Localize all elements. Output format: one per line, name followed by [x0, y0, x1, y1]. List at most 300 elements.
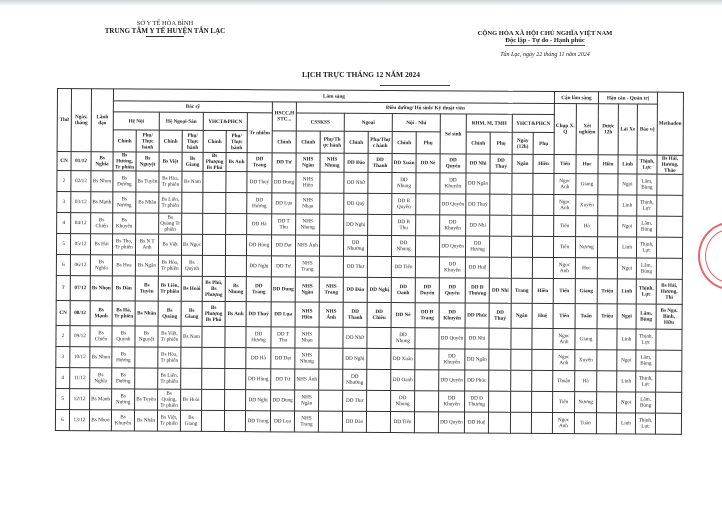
table-cell: DD Trang	[245, 411, 270, 432]
table-cell: DD Huệ	[465, 257, 489, 278]
table-cell: Linh	[617, 371, 636, 392]
table-cell: DD Tiến	[390, 412, 414, 433]
table-cell	[319, 327, 343, 348]
table-cell: DD Thuý	[489, 303, 511, 328]
table-cell	[136, 213, 159, 234]
table-cell: NHS Ngần	[295, 390, 319, 411]
table-cell: Hiền	[533, 154, 554, 173]
table-cell: Thịnh, Lực	[637, 195, 657, 216]
table-cell	[598, 195, 618, 216]
table-cell	[415, 257, 439, 278]
table-cell: DD Nhung	[391, 328, 415, 349]
hdr-chinh: Chính	[203, 130, 226, 152]
table-cell	[319, 235, 343, 256]
table-cell: DD Xuân	[391, 349, 415, 370]
table-cell: Thịnh, Lực	[636, 237, 656, 258]
table-cell	[415, 391, 439, 412]
hdr-chinh: Chính	[466, 132, 490, 154]
table-cell	[225, 327, 246, 348]
table-cell: Thuận	[553, 371, 575, 392]
table-cell: DD Khuyên	[439, 349, 465, 370]
col-lanh-dao: Lãnh đạo	[91, 89, 113, 152]
col-tr-nhiem: Tr nhiễm	[247, 113, 272, 153]
table-cell: NHS Trang	[294, 411, 318, 432]
table-cell	[415, 236, 439, 257]
table-cell: Xuyến	[576, 195, 598, 216]
table-cell: DD Thuý	[490, 154, 512, 173]
table-cell: DD Thuỷ	[466, 194, 490, 215]
table-cell	[225, 235, 246, 256]
table-cell: Linh	[617, 237, 636, 258]
table-cell	[319, 256, 343, 277]
table-cell: Hiền	[532, 278, 553, 303]
col-lai-xe: Lái Xe	[618, 104, 637, 155]
table-cell: Lâm, Bùng	[637, 174, 657, 195]
table-cell: DD Lụa	[270, 411, 294, 432]
table-cell	[512, 215, 533, 236]
table-cell	[415, 370, 439, 391]
table-cell: 4	[57, 213, 71, 234]
table-cell: DD Nhi	[465, 328, 489, 349]
table-cell	[415, 328, 439, 349]
table-cell: DD Nhi	[489, 278, 511, 303]
table-cell	[490, 194, 512, 215]
table-cell: DD Khuyên	[439, 257, 465, 278]
table-cell	[182, 192, 203, 213]
table-cell: DD Tư	[272, 153, 296, 172]
table-cell: 06/12	[70, 255, 90, 276]
group-he-ngoai-san: Hệ Ngoại-Sản	[159, 112, 203, 130]
table-cell: NHS Trang	[319, 277, 343, 302]
table-cell: Tiến	[553, 279, 575, 304]
table-cell: Nương	[575, 237, 597, 258]
table-cell	[597, 350, 617, 371]
hdr-phu: Phụ/Thự c hành	[368, 131, 392, 153]
underline	[505, 45, 585, 46]
table-cell: 2	[57, 171, 71, 192]
table-cell: Hà	[576, 216, 598, 237]
table-cell: CN	[57, 152, 71, 171]
table-cell: DD Thuý	[246, 302, 271, 327]
table-cell: Ngân	[511, 303, 532, 328]
table-cell: DD Khuyên	[440, 173, 466, 194]
table-cell: Bs Anh	[225, 302, 246, 327]
table-cell	[414, 412, 438, 433]
table-cell: 6	[55, 409, 69, 430]
table-cell: DD Nghị	[367, 277, 391, 302]
table-cell: DD Lụa	[271, 302, 295, 327]
table-cell: DD Quý	[344, 193, 368, 214]
table-cell	[489, 236, 511, 257]
table-cell: Giang	[575, 279, 597, 304]
table-cell: NHS Hiền	[295, 302, 319, 327]
table-cell: DD Hương	[246, 327, 271, 348]
hdr-phu: Phụ/ Thực hành	[182, 130, 203, 152]
table-cell: 01/12	[71, 152, 91, 171]
table-cell: Giang	[575, 329, 597, 350]
table-cell: Bs Liên, Tr phiên	[158, 276, 181, 301]
table-cell	[532, 257, 553, 278]
table-cell: DD Phúc	[465, 303, 489, 328]
table-cell: DD Duyên	[415, 278, 439, 303]
hdr-phu: Phụ	[416, 132, 440, 154]
table-cell	[596, 413, 616, 434]
table-cell	[533, 173, 554, 194]
table-cell	[226, 214, 247, 235]
table-cell: DD Khuyên	[439, 391, 465, 412]
table-cell: Bs Liên, Tr phiên	[159, 192, 182, 213]
table-cell: Bs Nguyệt	[136, 152, 159, 171]
table-cell: Bs Nương	[113, 192, 136, 213]
table-cell: DD Quyên	[440, 154, 466, 173]
table-cell	[319, 390, 343, 411]
table-cell: DD T Thu	[272, 214, 296, 235]
table-cell: 7	[56, 275, 70, 300]
table-cell: DD Nhữ	[344, 172, 368, 193]
table-cell	[320, 172, 344, 193]
table-cell: Bs Quảng Tr phiên	[160, 214, 181, 233]
table-cell	[657, 195, 683, 216]
table-cell	[225, 369, 246, 390]
table-cell: Bs Quảng	[158, 301, 181, 326]
table-cell	[532, 349, 553, 370]
table-cell: 03/12	[71, 192, 91, 213]
table-cell: Thịnh, Lực	[636, 329, 656, 350]
table-cell: DD Nhường	[343, 369, 367, 390]
table-cell: DD Oanh	[391, 278, 415, 303]
table-cell: Linh	[617, 329, 636, 350]
table-cell: Bs Nga, Bình, Hữu	[656, 304, 682, 329]
table-cell: NHS Nhung	[320, 153, 344, 172]
table-cell	[367, 256, 391, 277]
table-cell	[319, 348, 343, 369]
table-cell	[510, 412, 531, 433]
table-cell	[489, 328, 511, 349]
table-cell: Nương	[575, 392, 597, 413]
table-cell: DD Quyên	[439, 278, 465, 303]
table-cell: Ngân	[512, 154, 533, 173]
schedule-body	[55, 152, 682, 435]
table-cell: DD B Quyên	[392, 194, 416, 215]
table-cell	[656, 237, 682, 258]
table-cell: DD Khuyên	[439, 303, 465, 328]
table-cell: NHS Ánh	[319, 302, 343, 327]
table-cell	[656, 392, 682, 413]
table-cell: DD Nhi	[466, 154, 490, 173]
table-cell	[532, 328, 553, 349]
table-cell: Bs Nghĩa	[90, 255, 112, 276]
table-cell: Ngọc Anh	[553, 258, 575, 279]
table-cell: Lâm, Bùng	[636, 258, 656, 279]
table-cell: Thịnh, Lực	[636, 371, 656, 392]
table-cell: 3	[57, 192, 71, 213]
title-underline	[380, 85, 450, 86]
table-cell: Ngọc Anh	[554, 174, 576, 195]
hdr-phu: Phụ/ Thực hành	[136, 130, 159, 152]
table-cell: Ngọi	[618, 216, 637, 237]
col-methadon: Methadon	[657, 92, 683, 155]
table-cell	[490, 215, 512, 236]
table-cell	[597, 237, 617, 258]
table-cell: Bs Quảng, Tr phiên	[158, 389, 181, 410]
table-cell: Giang	[576, 174, 598, 195]
schedule-table-wrap	[55, 88, 684, 435]
table-cell: Bs Nhọn	[89, 410, 111, 431]
table-cell: Học	[576, 155, 598, 174]
table-cell: Bs Khuyên	[111, 410, 134, 431]
table-cell: NHS Nhung	[296, 214, 320, 235]
table-cell	[416, 215, 440, 236]
table-cell	[368, 172, 392, 193]
table-cell: DD Nè	[391, 303, 415, 328]
table-cell	[597, 329, 617, 350]
table-cell	[489, 349, 511, 370]
table-cell: Ngọi	[617, 392, 636, 413]
table-cell	[225, 390, 246, 411]
table-cell: Bs Nghĩa	[91, 152, 113, 171]
table-cell: NHS Ánh	[295, 369, 319, 390]
table-cell: 12/12	[70, 389, 90, 410]
table-cell: 6	[56, 254, 70, 275]
table-cell	[597, 371, 617, 392]
document-title: LỊCH TRỰC THÁNG 12 NĂM 2024	[302, 70, 420, 79]
table-cell: DD Hùng	[246, 235, 271, 256]
table-cell	[511, 391, 532, 412]
table-cell: DD Đ Thương	[465, 391, 489, 412]
hdr-phu: Phụ/ Thực hành	[226, 131, 247, 153]
table-cell	[367, 348, 391, 369]
table-cell: Bs Nhân	[136, 192, 159, 213]
table-cell: Linh	[616, 413, 635, 434]
org-header	[90, 20, 240, 37]
table-cell: DD Nghị	[246, 256, 271, 277]
group-can-lam-sang: Cận lâm sàng	[554, 92, 598, 104]
table-cell	[655, 413, 681, 434]
table-cell: DD Đạt	[271, 235, 295, 256]
table-cell: Bs Giang	[182, 152, 203, 171]
table-cell: DD Quyên	[440, 194, 466, 215]
table-cell: Bs Nguyệt	[135, 326, 158, 347]
table-cell: DD Khuyên	[440, 215, 466, 236]
table-cell	[597, 392, 617, 413]
table-cell: NHS Hiền	[296, 172, 320, 193]
table-cell: Ngọc Anh	[552, 413, 574, 434]
hdr-chinh: Chính	[296, 131, 320, 153]
table-cell	[367, 327, 391, 348]
table-cell: Tiến	[553, 237, 575, 258]
table-cell	[368, 214, 392, 235]
table-cell: DD Nhung	[391, 391, 415, 412]
table-cell	[202, 326, 225, 347]
table-cell: Hà	[575, 371, 597, 392]
table-cell	[416, 173, 440, 194]
table-cell: NHS Ánh	[295, 235, 319, 256]
table-cell: Ngọc Anh	[553, 350, 575, 371]
table-cell: DD Nghị	[343, 348, 367, 369]
table-cell: DD Ngân	[466, 173, 490, 194]
table-cell: 3	[56, 346, 70, 367]
table-cell: Ngọi	[618, 174, 637, 195]
table-cell: Bs Hoa	[112, 255, 135, 276]
table-cell	[533, 194, 554, 215]
table-cell	[202, 234, 225, 255]
table-cell: DD Thư	[343, 390, 367, 411]
table-cell: Bs Ngọc	[181, 234, 202, 255]
table-cell: Bs Nhọn	[91, 171, 113, 192]
table-cell	[415, 349, 439, 370]
table-cell	[532, 391, 553, 412]
table-cell: DD Huệ	[464, 412, 488, 433]
table-cell: Bs Hòa, Tr phiên	[158, 347, 181, 368]
table-cell: Bs Phượng Bs Phú	[203, 152, 226, 171]
group-noi-nhi: Nội - Nhi	[392, 114, 440, 132]
table-cell	[135, 347, 158, 368]
table-cell	[224, 411, 245, 432]
table-cell: Bs Phú, Bs Phượng	[202, 276, 225, 301]
group-bac-si: Bác sỹ	[113, 101, 272, 113]
table-cell: Bs Việt, Tr phiên	[157, 410, 180, 431]
table-cell: Bs Đường	[113, 171, 136, 192]
table-cell: DD Hương	[465, 236, 489, 257]
table-cell: DD Đào	[343, 277, 367, 302]
table-cell	[202, 389, 225, 410]
table-cell: Tiến	[554, 155, 576, 174]
table-cell	[489, 370, 511, 391]
table-cell	[489, 391, 511, 412]
table-cell: DD Oanh	[391, 370, 415, 391]
table-cell: Bs Hòa, Tr phiên	[158, 255, 181, 276]
col-bao-ve: Bảo vệ	[637, 104, 657, 155]
table-cell	[226, 193, 247, 214]
table-cell: Bs N T Anh	[135, 234, 158, 255]
national-header	[440, 30, 650, 58]
table-cell: 10/12	[70, 347, 90, 368]
group-yhct-bs: YHCT&PHCN	[203, 112, 247, 130]
table-cell: Bs Hòa, Tr phiên	[159, 171, 182, 192]
table-cell	[512, 173, 533, 194]
table-cell: Bs Hương	[112, 347, 135, 368]
table-cell: DD Ngân	[465, 349, 489, 370]
table-cell	[598, 174, 618, 195]
table-cell: Tiến	[553, 304, 575, 329]
table-cell: DD Đ Trang	[415, 303, 439, 328]
table-cell	[656, 258, 682, 279]
table-cell: 02/12	[71, 171, 91, 192]
group-rhm: RHM, M, TMH	[466, 114, 512, 132]
table-cell	[182, 213, 203, 234]
table-cell: Bs Hải, Hương, Thảo	[657, 155, 683, 174]
table-cell	[318, 411, 342, 432]
table-cell	[181, 368, 202, 389]
table-cell: Bs Đường	[112, 368, 135, 389]
hdr-phu: Phụ/Th ực hành	[320, 131, 344, 153]
table-cell: Lâm, Bùng	[637, 216, 657, 237]
table-cell	[320, 193, 344, 214]
table-cell: 05/12	[70, 234, 90, 255]
table-cell: 5	[56, 234, 70, 255]
table-cell	[533, 215, 554, 236]
table-cell	[512, 194, 533, 215]
table-cell: DD Dung	[271, 390, 295, 411]
table-cell: DD Đ Thương	[465, 278, 489, 303]
hdr-chinh: Chính	[392, 132, 416, 154]
col-so-sinh: Sơ sinh	[440, 114, 466, 154]
table-cell: DD Hà	[247, 214, 272, 235]
table-cell: DD Tiến	[391, 257, 415, 278]
table-cell: DD Nghị	[246, 390, 271, 411]
table-cell: DD Chiêu	[367, 302, 391, 327]
table-cell: DD Hương	[247, 193, 272, 214]
table-cell	[203, 171, 226, 192]
table-cell: 04/12	[71, 213, 91, 234]
table-cell: 07/12	[70, 276, 90, 301]
table-cell: DD T Thu	[271, 327, 295, 348]
table-cell: Tiến	[553, 392, 575, 413]
table-cell: DD Trang	[246, 277, 271, 302]
hdr-chinh: Chính	[159, 130, 182, 152]
table-cell	[511, 236, 532, 257]
table-cell: DD Quyên	[438, 412, 464, 433]
table-cell	[203, 192, 226, 213]
table-cell: DD Quyên	[439, 328, 465, 349]
table-cell: Bs Mạnh	[91, 192, 113, 213]
table-cell	[416, 194, 440, 215]
table-cell: Tuấn	[574, 413, 596, 434]
table-cell: DD Nhung	[392, 173, 416, 194]
table-cell	[598, 216, 618, 237]
table-cell: Linh	[618, 195, 637, 216]
table-cell	[532, 236, 553, 257]
table-cell: DD Tư	[271, 256, 295, 277]
table-cell	[656, 350, 682, 371]
table-cell: DD Đạt	[271, 348, 295, 369]
table-cell: Bs Hương, Tr phiên	[113, 152, 136, 171]
table-cell: Thịnh, Lực	[637, 155, 657, 174]
table-cell: Bs Việt	[159, 152, 182, 171]
table-cell	[490, 173, 512, 194]
col-duoc: Dược 12h	[598, 104, 618, 155]
table-cell: Bs Mạnh	[90, 301, 112, 326]
table-cell: 2	[56, 325, 70, 346]
table-cell: Bs Nương	[112, 389, 135, 410]
table-cell: Bs Việt	[158, 234, 181, 255]
table-cell: DD Nè	[416, 154, 440, 173]
table-cell: Bs Anh	[226, 153, 247, 172]
table-cell	[656, 329, 682, 350]
col-thu: Thứ	[57, 89, 71, 152]
hdr-phu: Phụ	[533, 132, 554, 154]
hdr-chinh: Chính	[272, 131, 296, 153]
table-cell: Tuấn	[575, 304, 597, 329]
table-cell: Bs Tuyền	[136, 171, 159, 192]
table-cell	[226, 172, 247, 193]
table-cell: Bs Hoài	[181, 276, 202, 301]
table-cell: Ngọc Anh	[554, 195, 576, 216]
table-cell: DD Lụa	[272, 193, 296, 214]
table-cell: Bs Khuyên	[113, 213, 136, 234]
table-cell: NHS Nhung	[295, 348, 319, 369]
group-ngoai: Ngoại	[344, 113, 392, 131]
table-cell	[201, 410, 224, 431]
table-cell	[367, 235, 391, 256]
table-cell: DD Xuân	[392, 154, 416, 173]
table-cell	[320, 214, 344, 235]
table-cell: Bs Dần	[112, 276, 135, 301]
table-row	[56, 300, 682, 329]
table-cell: Ngọc Anh	[553, 329, 575, 350]
table-cell	[203, 213, 226, 234]
table-cell: DD Quyên	[439, 236, 465, 257]
